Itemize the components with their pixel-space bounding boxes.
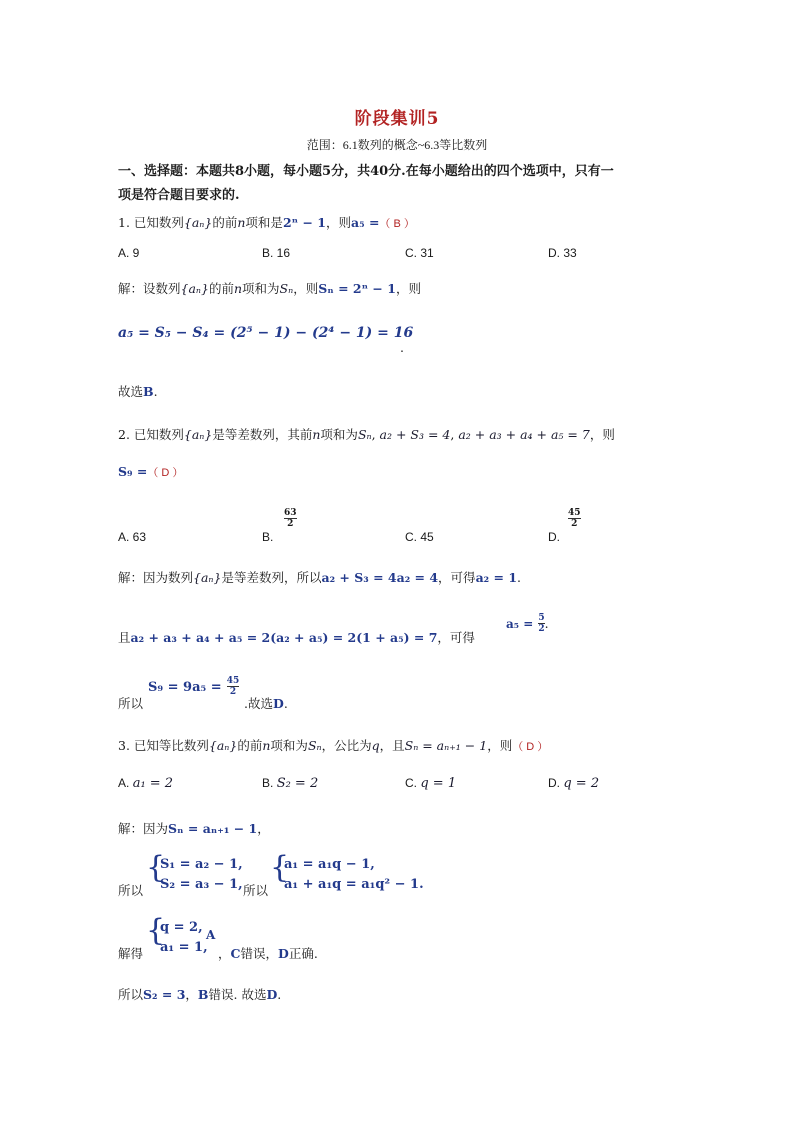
q3-option-c: C. q = 1 [405, 776, 457, 791]
q3-conclusion: 所以S₂ = 3，B错误. 故选D. [118, 987, 282, 1002]
system-brace: { [270, 850, 290, 885]
q3-answer: （ D ） [512, 741, 549, 753]
q2-s9-result: $S_9 = 9a_5 = \frac{45}{2}$ [148, 676, 240, 697]
q2-conclusion-so: 所以 [118, 696, 144, 711]
q2-solution-line2: 且a₂ + a₃ + a₄ + a₅ = 2(a₂ + a₅) = 2(1 + a₅) = 7，可得 [118, 630, 475, 645]
q2-stem-line1: 2. 已知数列{aₙ}是等差数列，其前n项和为Sₙ, a₂ + S₃ = 4, a₂ + a₃ + a₄ + a₅ = 7，则 [118, 427, 615, 442]
q2-stem-line2: S₉ =（ D ） [118, 464, 184, 479]
system3-line1: q = 2, [160, 920, 203, 935]
q2-option-b-label: B. [262, 530, 274, 544]
q2-a5-result: $a_5 = \frac{5}{2}$ . [506, 613, 549, 634]
q2-solution-line1: 解：因为数列{aₙ}是等差数列，所以a₂ + S₃ = 4a₂ = 4，可得a₂ = 1. [118, 570, 521, 585]
system1-line2: S₂ = a₃ − 1, [160, 877, 243, 892]
page-title: 阶段集训5 [354, 109, 440, 129]
q2-answer: （ D ） [147, 467, 184, 479]
so-label-2: 所以 [243, 883, 269, 898]
q2-conclusion: .故选D. [244, 696, 288, 711]
q2-option-b-fraction: $\frac{63}{2}$ [284, 508, 297, 529]
system1-line1: S₁ = a₂ − 1, [160, 857, 243, 872]
q2-option-d-label: D. [548, 530, 560, 544]
q1-option-b: B. 16 [262, 246, 291, 260]
q1-stem: 1. 已知数列{aₙ}的前n项和是2ⁿ − 1，则a₅ =（ B ） [118, 215, 415, 230]
period-mark: . [400, 340, 404, 355]
q3-option-d: D. q = 2 [548, 776, 600, 791]
system3-line2: a₁ = 1, [160, 940, 208, 955]
q1-option-a: A. 9 [118, 246, 140, 260]
q3-option-a: A. a₁ = 2 [118, 776, 174, 791]
system2-line1: a₁ = a₁q − 1, [284, 857, 375, 872]
q1-solution-equation: a₅ = S₅ − S₄ = (2⁵ − 1) − (2⁴ − 1) = 16 [118, 325, 414, 341]
q1-option-d: D. 33 [548, 246, 577, 260]
q1-solution-line1: 解：设数列{aₙ}的前n项和为Sₙ，则Sₙ = 2ⁿ − 1，则 [118, 281, 421, 296]
system2-line2: a₁ + a₁q = a₁q² − 1. [284, 877, 424, 892]
q2-option-c: C. 45 [405, 530, 434, 544]
section-heading-line1: 一、选择题：本题共8小题，每小题5分，共40分.在每小题给出的四个选项中，只有一 [118, 164, 614, 179]
q3-solution-line1: 解：因为Sₙ = aₙ₊₁ − 1， [118, 821, 270, 836]
q3-option-b: B. S₂ = 2 [262, 776, 319, 791]
system-brace: { [146, 913, 166, 948]
so-label-1: 所以 [118, 883, 144, 898]
q3-stem: 3. 已知等比数列{aₙ}的前n项和为Sₙ，公比为q，且Sₙ = aₙ₊₁ − 1，则（ D ） [118, 738, 549, 753]
system-brace: { [146, 850, 166, 885]
solved-label: 解得 [118, 946, 144, 961]
page-subtitle: 范围：6.1数列的概念~6.3等比数列 [306, 138, 488, 152]
q3-judgement: ，C错误，D正确. [218, 946, 318, 961]
q1-conclusion: 故选B. [118, 384, 158, 399]
letter-a: A [206, 928, 216, 942]
q1-option-c: C. 31 [405, 246, 434, 260]
q2-option-d-fraction: $\frac{45}{2}$ [568, 508, 581, 529]
q2-option-a: A. 63 [118, 530, 147, 544]
q1-answer: （ B ） [379, 218, 415, 230]
section-heading-line2: 项是符合题目要求的. [118, 188, 240, 203]
